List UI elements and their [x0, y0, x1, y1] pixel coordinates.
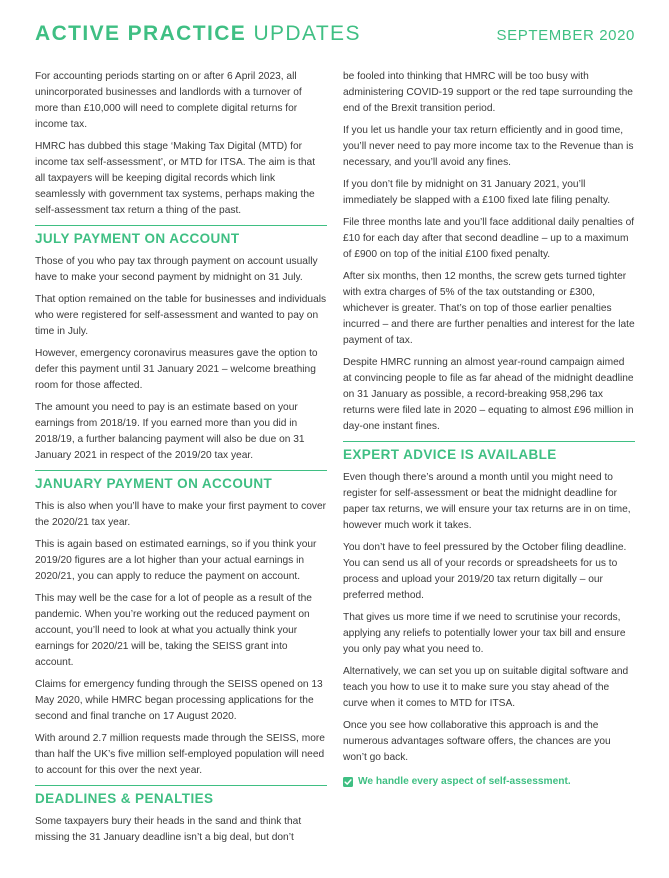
heading-expert-advice: EXPERT ADVICE IS AVAILABLE: [343, 441, 635, 464]
right-column: [343, 69, 635, 787]
intro-paragraph: For accounting periods starting on or after 6 April 2023, all unincorporated businesses and landlords with a turnover of more than £10,000 will need to complete digital returns for income tax.: [35, 71, 302, 130]
body-paragraph: With around 2.7 million requests made through the SEISS, more than half the UK’s five million self-employed population will need to account for this over the next year.: [35, 733, 325, 776]
self-assessment-callout: [343, 776, 635, 787]
heading-july-payment: JULY PAYMENT ON ACCOUNT: [35, 225, 327, 248]
body-paragraph: Some taxpayers bury their heads in the sand and think that missing the 31 January deadline isn’t a big deal, but don’t: [35, 816, 302, 843]
title-light: UPDATES: [253, 22, 361, 45]
body-paragraph: You don’t have to feel pressured by the October filing deadline. You can send us all of your records or spreadsheets for us to process and upload your 2019/20 tax return digitally – our preferred method.: [343, 542, 627, 601]
body-paragraph: Claims for emergency funding through the SEISS opened on 13 May 2020, while HMRC began processing applications for the second and final tranche on 17 August 2020.: [35, 679, 323, 722]
heading-january-payment: JANUARY PAYMENT ON ACCOUNT: [35, 470, 327, 493]
body-paragraph: This is again based on estimated earnings, so if you think your 2019/20 figures are a lot higher than your actual earnings in 2020/21, you can apply to reduce the payment on account.: [35, 539, 317, 582]
body-paragraph: If you let us handle your tax return efficiently and in good time, you’ll never need to pay more income tax to the Revenue than is necessary, and you’ll avoid any fines.: [343, 125, 634, 168]
body-paragraph: That option remained on the table for businesses and individuals who were registered for self-assessment and wanted to pay on time in July.: [35, 294, 327, 337]
left-column: [35, 69, 327, 852]
body-paragraph: Those of you who pay tax through payment on account usually have to make your second payment by midnight on 31 July.: [35, 256, 318, 283]
body-paragraph: File three months late and you’ll face additional daily penalties of £10 for each day after that second deadline – up to a maximum of £900 on top of the initial £100 fixed penalty.: [343, 217, 635, 260]
body-paragraph: Even though there’s around a month until you might need to register for self-assessment or beat the midnight deadline for paper tax returns, we will ensure your tax returns are in on time, however much work it takes.: [343, 472, 631, 531]
body-paragraph: If you don’t file by midnight on 31 January 2021, you’ll immediately be slapped with a £100 fixed late filing penalty.: [343, 179, 611, 206]
newsletter-title: [35, 22, 361, 46]
heading-deadlines-penalties: DEADLINES & PENALTIES: [35, 785, 327, 808]
body-paragraph: This is also when you’ll have to make your first payment to cover the 2020/21 tax year.: [35, 501, 327, 528]
intro-paragraph: HMRC has dubbed this stage ‘Making Tax Digital (MTD) for income tax self-assessment’, or MTD for ITSA. The aim is that all taxpayers will be keeping digital records which link seamlessly with government tax systems, perhaps making the self-assessment tax return a thing of the past.: [35, 141, 316, 216]
body-paragraph: That gives us more time if we need to scrutinise your records, applying any reliefs to potentially lower your tax bill and ensure you only pay what you need to.: [343, 612, 626, 655]
body-paragraph: The amount you need to pay is an estimate based on your earnings from 2018/19. If you earned more than you did in 2018/19, a further balancing payment will also be due on 31 January 2021 in respect of the 2019/20 tax year.: [35, 402, 305, 461]
title-bold: ACTIVE PRACTICE: [35, 22, 247, 45]
body-paragraph: Despite HMRC running an almost year-round campaign aimed at convincing people to file as far ahead of the midnight deadline on 31 January as possible, a record-breaking 958,296 tax returns were filed late in 2020 – equating to almost £96 million in day-one instant fines.: [343, 357, 634, 432]
body-paragraph: After six months, then 12 months, the screw gets turned tighter with extra charges of 5% of the tax outstanding or £300, whichever is greater. That’s on top of those earlier penalties incurred – and there are further penalties and interest for the late payment of tax.: [343, 271, 635, 346]
body-paragraph: Alternatively, we can set you up on suitable digital software and teach you how to use it to make sure you stay ahead of the curve when it comes to MTD for ITSA.: [343, 666, 629, 709]
callout-text: We handle every aspect of self-assessment.: [358, 776, 571, 787]
body-paragraph: However, emergency coronavirus measures gave the option to defer this payment until 31 January 2021 – welcome breathing room for those affected.: [35, 348, 318, 391]
checkbox-icon: [343, 777, 353, 787]
body-paragraph: Once you see how collaborative this approach is and the numerous advantages software offers, the chances are you won’t go back.: [343, 720, 611, 763]
body-paragraph: be fooled into thinking that HMRC will be too busy with administering COVID-19 support or the red tape surrounding the end of the Brexit transition period.: [343, 71, 633, 114]
masthead: [35, 22, 635, 52]
issue-date: SEPTEMBER 2020: [496, 27, 635, 44]
body-paragraph: This may well be the case for a lot of people as a result of the pandemic. When you’re working out the reduced payment on account, you’ll need to look at what you actually think your earnings for 2020/21 will be, taking the SEISS grant into account.: [35, 593, 312, 668]
